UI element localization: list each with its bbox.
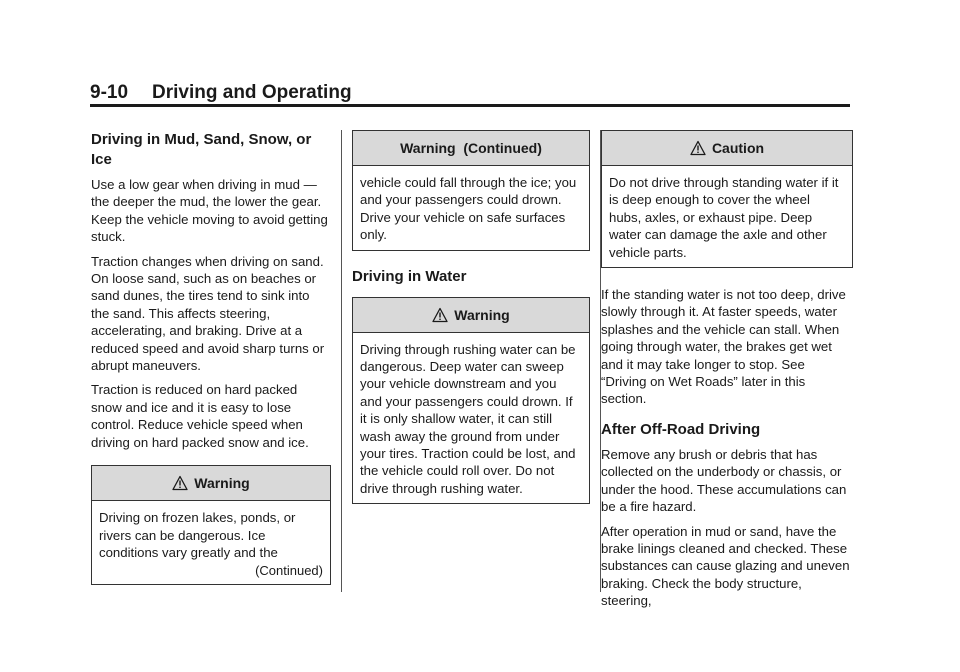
warning-box-rushing-water (352, 297, 590, 505)
warning-header (92, 466, 330, 501)
warning-body (353, 333, 589, 504)
warning-continued-header (353, 131, 589, 166)
warning-title: Warning (194, 475, 250, 492)
column-1 (91, 130, 331, 595)
warning-continued-text: vehicle could fall through the ice; you and your passengers could drown. Drive your vehicle on safe surfaces only. (360, 175, 577, 243)
caution-title: Caution (711, 140, 765, 156)
section-heading-water: Driving in Water (352, 267, 467, 285)
caution-header (602, 131, 852, 166)
paragraph: Remove any brush or debris that has collected on the underbody or chassis, or under the hood. These accumulations can be a fire hazard. (601, 446, 847, 515)
page-header (90, 82, 352, 104)
section-title: Driving and Operating (152, 82, 352, 103)
header-rule (90, 104, 850, 107)
paragraph: Traction changes when driving on sand. On loose sand, such as on beaches or sand dunes, the tires tend to sink into the sand. This affects steering, accelerating, and braking. Drive at a reduced speed and avoid sharp turns or abrupt maneuvers. (91, 253, 325, 374)
continued-label: (Continued) (255, 563, 323, 579)
warning-title: Warning (454, 306, 510, 323)
warning-triangle-icon (432, 307, 448, 323)
warning-triangle-icon (172, 475, 188, 491)
caution-text: Do not drive through standing water if it is deep enough to cover the wheel hubs, axles, or exhaust pipe. Deep water can damage the axle and other vehicle parts. (609, 175, 839, 260)
warning-text: Driving through rushing water can be dangerous. Deep water can sweep your vehicle downstream and you and your passengers could drown. If it is only shallow water, it can still wash away the ground from under your tires. Traction could be lost, and the vehicle could roll over. Do not drive through rushing water. (360, 341, 576, 496)
column-divider-1 (341, 130, 342, 592)
paragraph: If the standing water is not too deep, drive slowly through it. At faster speeds, water splashes and the vehicle can stall. When going through water, the brakes get wet and it may take longer to stop. See “Driving on Wet Roads” later in this section. (601, 287, 846, 407)
paragraph: After operation in mud or sand, have the brake linings cleaned and checked. These substances can cause glazing and uneven braking. Check the body structure, steering, (601, 523, 850, 609)
caution-body (602, 166, 852, 267)
section-heading-mud-sand: Driving in Mud, Sand, Snow, or Ice (91, 131, 312, 168)
section-heading-off-road: After Off-Road Driving (601, 420, 761, 438)
warning-body (92, 501, 330, 584)
warning-continued-title: Warning (Continued) (400, 140, 542, 156)
warning-box-continued (352, 130, 590, 251)
paragraph: Traction is reduced on hard packed snow and ice and it is easy to lose control. Reduce vehicle speed when driving on hard packed snow and ice. (91, 382, 309, 450)
page-number: 9-10 (90, 82, 129, 103)
warning-continued-body (353, 166, 589, 250)
warning-triangle-icon (690, 140, 706, 156)
warning-header (353, 298, 589, 333)
caution-box (601, 130, 853, 268)
warning-text: Driving on frozen lakes, ponds, or rivers can be dangerous. Ice conditions vary greatly and the (99, 510, 296, 560)
column-3 (601, 130, 853, 617)
warning-box-frozen (91, 465, 331, 585)
paragraph: Use a low gear when driving in mud — the deeper the mud, the lower the gear. Keep the vehicle moving to avoid getting stuck. (91, 177, 328, 245)
column-2 (352, 130, 590, 514)
